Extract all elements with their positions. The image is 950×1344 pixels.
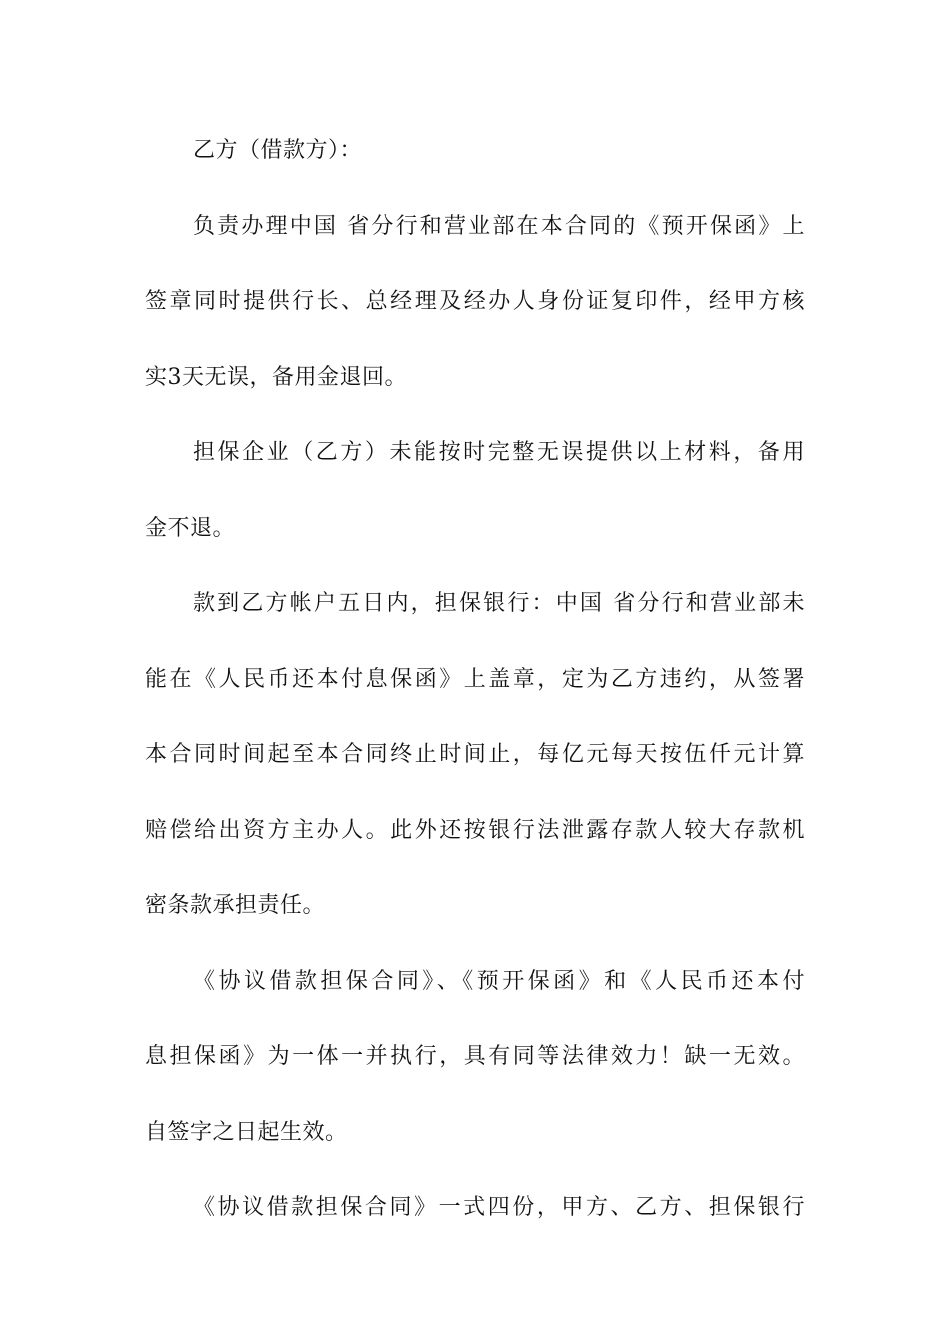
paragraph-line: 自签字之日起生效。: [145, 1119, 348, 1145]
paragraph-line: 密条款承担责任。: [145, 893, 326, 918]
party-b-heading: 乙方（借款方）：: [193, 138, 363, 163]
paragraph-line: 实3天无误，备用金退回。: [145, 364, 407, 390]
paragraph-line: 负责办理中国 省分行和营业部在本合同的《预开保函》上: [193, 213, 805, 239]
paragraph-line: 金不退。: [145, 515, 236, 541]
paragraph-line: 《协议借款担保合同》一式四份，甲方、乙方、担保银行: [193, 1195, 805, 1220]
paragraph-line: 能在《人民币还本付息保函》上盖章，定为乙方违约，从签署: [145, 666, 805, 692]
paragraph-line: 息担保函》为一体一并执行，具有同等法律效力！缺一无效。: [145, 1044, 805, 1069]
contract-text: [145, 132, 805, 1265]
paragraph-line: 款到乙方帐户五日内，担保银行：中国 省分行和营业部未: [193, 591, 805, 616]
paragraph-line: 担保企业（乙方）未能按时完整无误提供以上材料，备用: [193, 440, 805, 465]
paragraph-line: 《协议借款担保合同》、《预开保函》和《人民币还本付: [193, 968, 805, 994]
paragraph-line: 本合同时间起至本合同终止时间止，每亿元每天按伍仟元计算: [145, 742, 805, 767]
paragraph-line: 赔偿给出资方主办人。此外还按银行法泄露存款人较大存款机: [145, 817, 805, 843]
paragraph-line: 签章同时提供行长、总经理及经办人身份证复印件，经甲方核: [145, 289, 805, 314]
